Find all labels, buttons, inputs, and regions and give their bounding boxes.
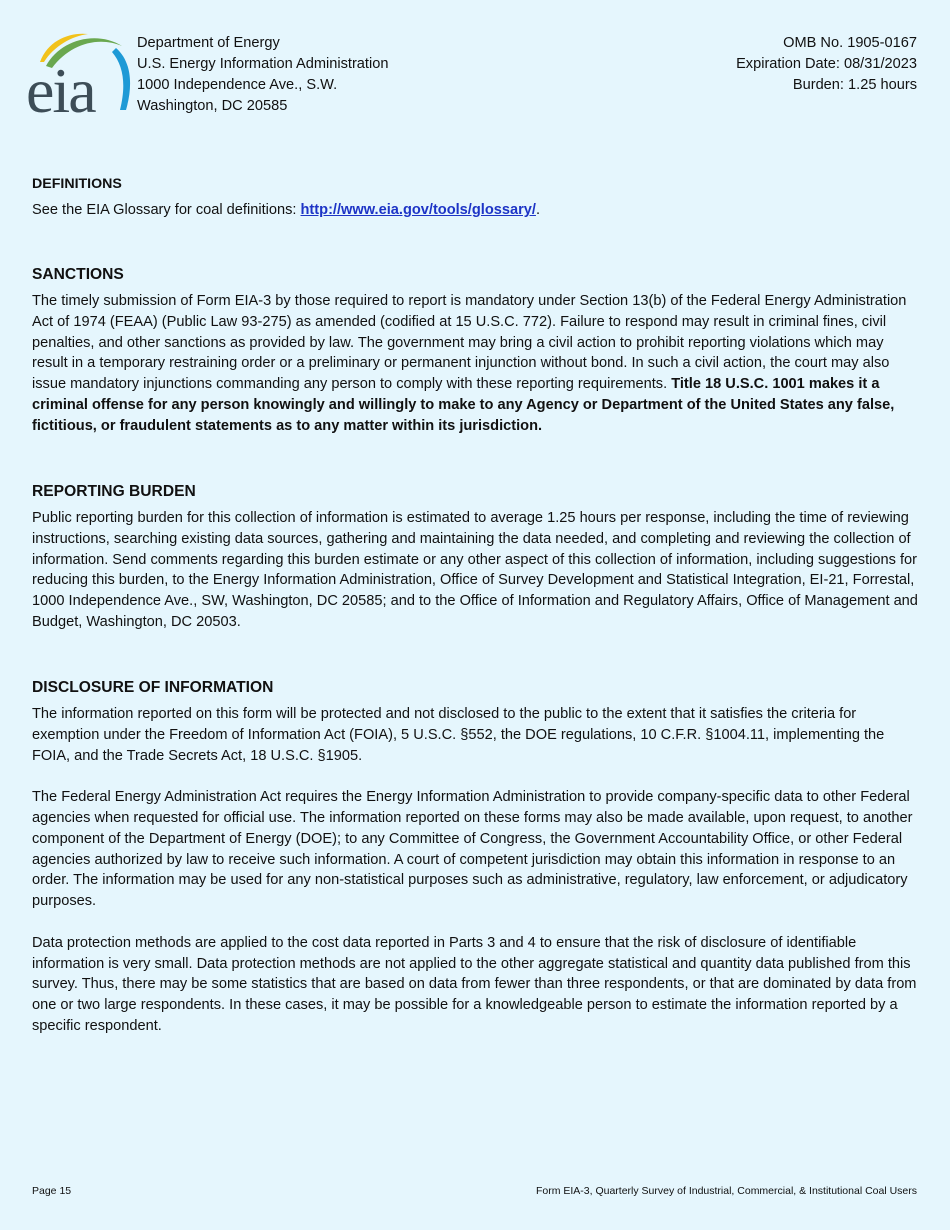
omb-number: OMB No. 1905-0167: [783, 35, 917, 51]
omb-info: [736, 33, 917, 96]
eia-logo: [26, 26, 134, 118]
agency-address: [137, 33, 388, 117]
sanctions-heading: SANCTIONS: [32, 266, 124, 283]
definitions-heading: DEFINITIONS: [32, 176, 122, 192]
definitions-text: [32, 200, 918, 221]
agency-line: U.S. Energy Information Administration: [137, 56, 389, 72]
sanctions-bold-warning: Title 18 U.S.C. 1001 makes it a criminal offense for any person knowingly and willingly to make to any Agency or Department of the United States any false, fictitious, or fraudulent statements as to any matter within its jurisdiction.: [32, 376, 895, 434]
definitions-section: [32, 174, 918, 221]
disclosure-paragraph: The Federal Energy Administration Act requires the Energy Information Administration to provide company-specific data to other Federal agencies when requested for official use. The information reported on these forms may also be made available, upon request, to another component of the Department of Energy (DOE); to any Committee of Congress, the Government Accountability Office, or other Federal agencies authorized by law to receive such information. A court of competent jurisdiction may obtain this information in response to an order. The information may be used for any non-statistical purposes such as administrative, regulatory, law enforcement, or adjudicatory purposes.: [32, 789, 913, 910]
glossary-link[interactable]: http://www.eia.gov/tools/glossary/: [300, 202, 536, 218]
reporting-burden-text: Public reporting burden for this collection of information is estimated to average 1.25 hours per response, including the time of reviewing instructions, searching existing data sources, gathering and maintaining the data needed, and completing and reviewing the collection of information. Send comments regarding this burden estimate or any other aspect of this collection of information, including suggestions for reducing this burden, to the Energy Information Administration, Office of Survey Development and Statistical Integration, EI-21, Forrestal, 1000 Independence Ave., SW, Washington, DC 20585; and to the Office of Information and Regulatory Affairs, Office of Management and Budget, Washington, DC 20503.: [32, 510, 918, 630]
burden-hours: Burden: 1.25 hours: [792, 77, 917, 93]
form-title-footer: Form EIA-3, Quarterly Survey of Industrial, Commercial, & Institutional Coal Users: [535, 1185, 917, 1197]
reporting-burden-heading: REPORTING BURDEN: [32, 483, 196, 500]
reporting-burden-section: [32, 482, 918, 633]
logo-arc-blue: [112, 48, 130, 110]
logo-text: eia: [26, 55, 95, 118]
sanctions-text: [32, 291, 918, 437]
sanctions-section: [32, 265, 918, 437]
agency-line: 1000 Independence Ave., S.W.: [137, 77, 338, 93]
expiration-date: Expiration Date: 08/31/2023: [736, 56, 917, 72]
page-number: Page 15: [32, 1185, 72, 1197]
agency-line: Department of Energy: [137, 35, 280, 51]
definitions-label: See the EIA Glossary for coal definitions:: [32, 202, 301, 218]
agency-line: Washington, DC 20585: [137, 98, 288, 114]
disclosure-paragraph: Data protection methods are applied to the cost data reported in Parts 3 and 4 to ensure that the risk of disclosure of identifiable information is very small. Data protection methods are not applied to the other aggregate statistical and quantity data published from this survey. Thus, there may be some statistics that are based on data from fewer than three respondents, or that are dominated by data from one or two large respondents. In these cases, it may be possible for a knowledgeable person to estimate the information reported by a specific respondent.: [32, 934, 917, 1034]
disclosure-section: [32, 678, 918, 1037]
disclosure-heading: DISCLOSURE OF INFORMATION: [32, 679, 274, 696]
disclosure-paragraph: The information reported on this form will be protected and not disclosed to the public to the extent that it satisfies the criteria for exemption under the Freedom of Information Act (FOIA), 5 U.S.C. §552, the DOE regulations, 10 C.F.R. §1004.11, implementing the FOIA, and the Trade Secrets Act, 18 U.S.C. §1905.: [32, 706, 885, 764]
sanctions-body: The timely submission of Form EIA-3 by those required to report is mandatory under Section 13(b) of the Federal Energy Administration Act of 1974 (FEAA) (Public Law 93-275) as amended (codified at 15 U.S.C. 772). Failure to respond may result in criminal fines, civil penalties, and other sanctions as provided by law. The government may bring a civil action to prohibit reporting violations which may result in a temporary restraining order or a preliminary or permanent injunction without bond. In such a civil action, the court may also issue mandatory injunctions commanding any person to comply with these reporting requirements.: [32, 293, 907, 393]
definitions-period: .: [535, 202, 541, 218]
